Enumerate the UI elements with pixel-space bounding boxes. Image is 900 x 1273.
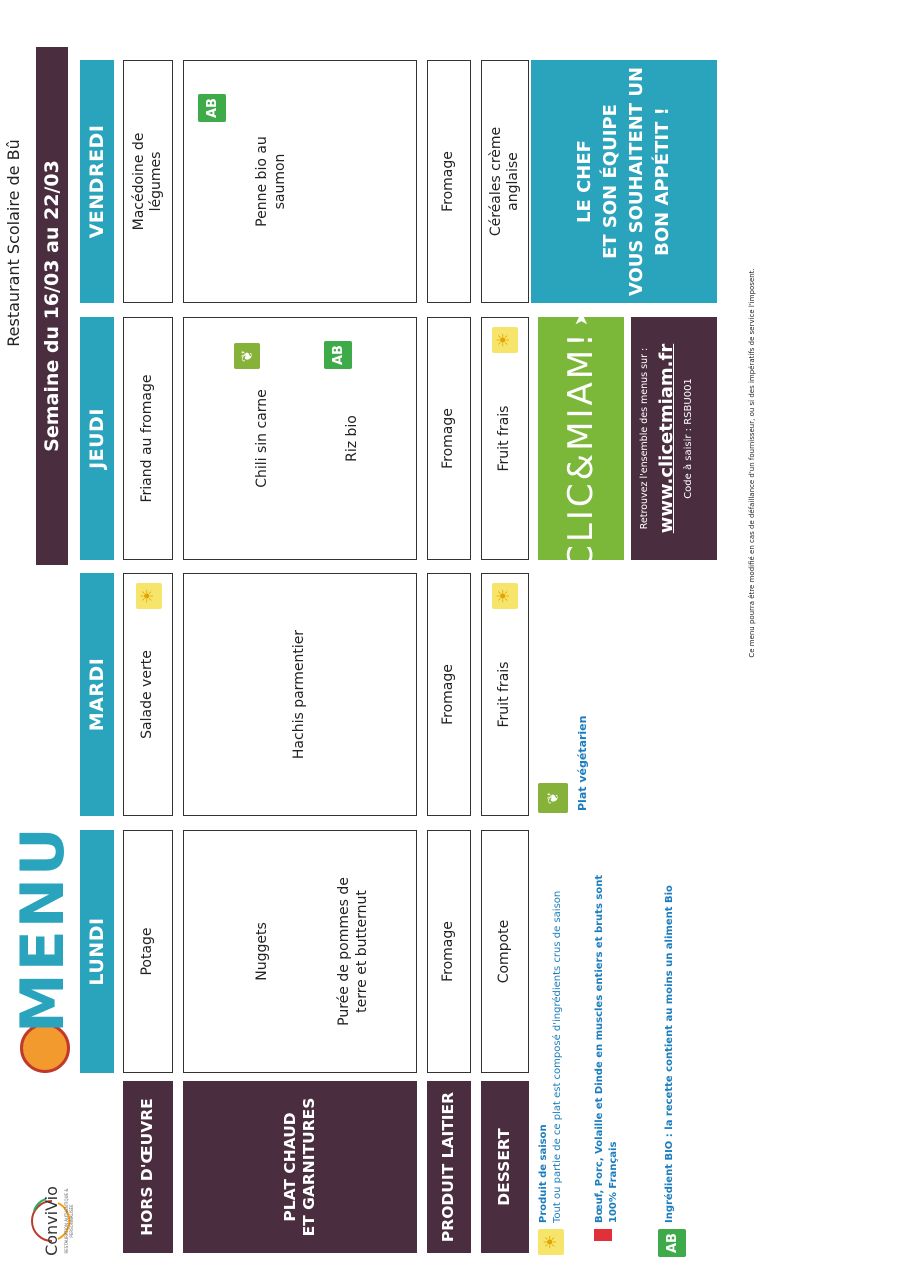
legend-meat-line1: Bœuf, Porc, Volaille et Dinde en muscles entiers et bruts sont [594,874,605,1223]
vegetarian-leaf-icon: ❦ [234,343,260,369]
logo-wordmark: ConviVio [42,1186,61,1256]
website-box [631,317,717,560]
thursday-dessert: Fruit frais ☀ [481,317,529,560]
day-header-friday: VENDREDI [80,60,114,303]
day-header-tuesday: MARDI [80,573,114,816]
thursday-starter: Friand au fromage [123,317,173,560]
friday-starter: Macédoine de légumes [123,60,173,303]
legend-vegetarian: Plat végétarien [576,715,589,811]
convivio-logo [12,1181,92,1261]
cursor-arrow-icon: ➤ [570,308,592,327]
row-header-dessert: DESSERT [481,1081,529,1253]
legend-organic: Ingrédient BIO : la recette contient au moins un aliment Bio [664,885,675,1223]
season-sun-icon: ☀ [538,1229,564,1255]
monday-side-line1: Purée de pommes de [336,877,352,1026]
meat-origin-marker [594,1229,612,1241]
row-header-main: PLAT CHAUD ET GARNITURES [183,1081,417,1253]
organic-ab-icon: AB [658,1229,686,1257]
thursday-main-dish: Chili sin carne [254,389,270,488]
tuesday-dessert: Fruit frais ☀ [481,573,529,816]
clicmiam-banner: CLIC&MIAM! ➤ [538,317,624,560]
day-header-monday: LUNDI [80,830,114,1073]
organic-ab-icon: AB [324,341,352,369]
tuesday-dairy: Fromage [427,573,471,816]
logo-tagline: RESTAURATION AUTHENTIQUE & PERSONNALISÉE [64,1188,74,1254]
monday-dessert: Compote [481,830,529,1073]
restaurant-title: Restaurant Scolaire de Bû [4,139,23,347]
week-banner: Semaine du 16/03 au 22/03 [36,47,68,565]
disclaimer: Ce menu pourra être modifié en cas de défaillance d'un fournisseur, ou si des impératifs de service l'imposent. [748,268,756,658]
season-sun-icon: ☀ [492,583,518,609]
row-header-dairy: PRODUIT LAITIER [427,1081,471,1253]
thursday-main [183,317,417,560]
monday-starter: Potage [123,830,173,1073]
chef-greeting-box: LE CHEF ET SON ÉQUIPE VOUS SOUHAITENT UN BON APPÉTIT ! [531,60,717,303]
row-header-starter: HORS D'ŒUVRE [123,1081,173,1253]
legend-season-text: Tout ou partie de ce plat est composé d'ingrédients crus de saison [552,890,563,1223]
friday-dairy: Fromage [427,60,471,303]
site-code: Code à saisir : RSBU001 [683,378,694,499]
tuesday-main: Hachis parmentier [183,573,417,816]
menu-title: MENU [12,863,72,1073]
friday-main [183,60,417,303]
legend [532,813,712,1263]
legend-season-title: Produit de saison [538,1124,549,1223]
legend-meat-line2: 100% Français [608,1141,619,1223]
friday-main-line2: saumon [271,153,288,210]
vegetarian-leaf-icon: ❦ [538,783,568,813]
organic-ab-icon: AB [198,94,226,122]
season-sun-icon: ☀ [136,583,162,609]
season-sun-icon: ☀ [492,327,518,353]
monday-dairy: Fromage [427,830,471,1073]
thursday-side: Riz bio [344,415,360,462]
friday-dessert: Céréales crème anglaise [481,60,529,303]
monday-main [183,830,417,1073]
monday-main-dish: Nuggets [254,922,270,981]
monday-side-line2: terre et butternut [353,890,370,1013]
friday-main-line1: Penne bio au [254,136,270,227]
thursday-dairy: Fromage [427,317,471,560]
tuesday-starter: Salade verte ☀ [123,573,173,816]
day-header-thursday: JEUDI [80,317,114,560]
website-prompt: Retrouvez l'ensemble des menus sur : [639,347,650,530]
website-url[interactable]: www.clicetmiam.fr [656,343,677,534]
